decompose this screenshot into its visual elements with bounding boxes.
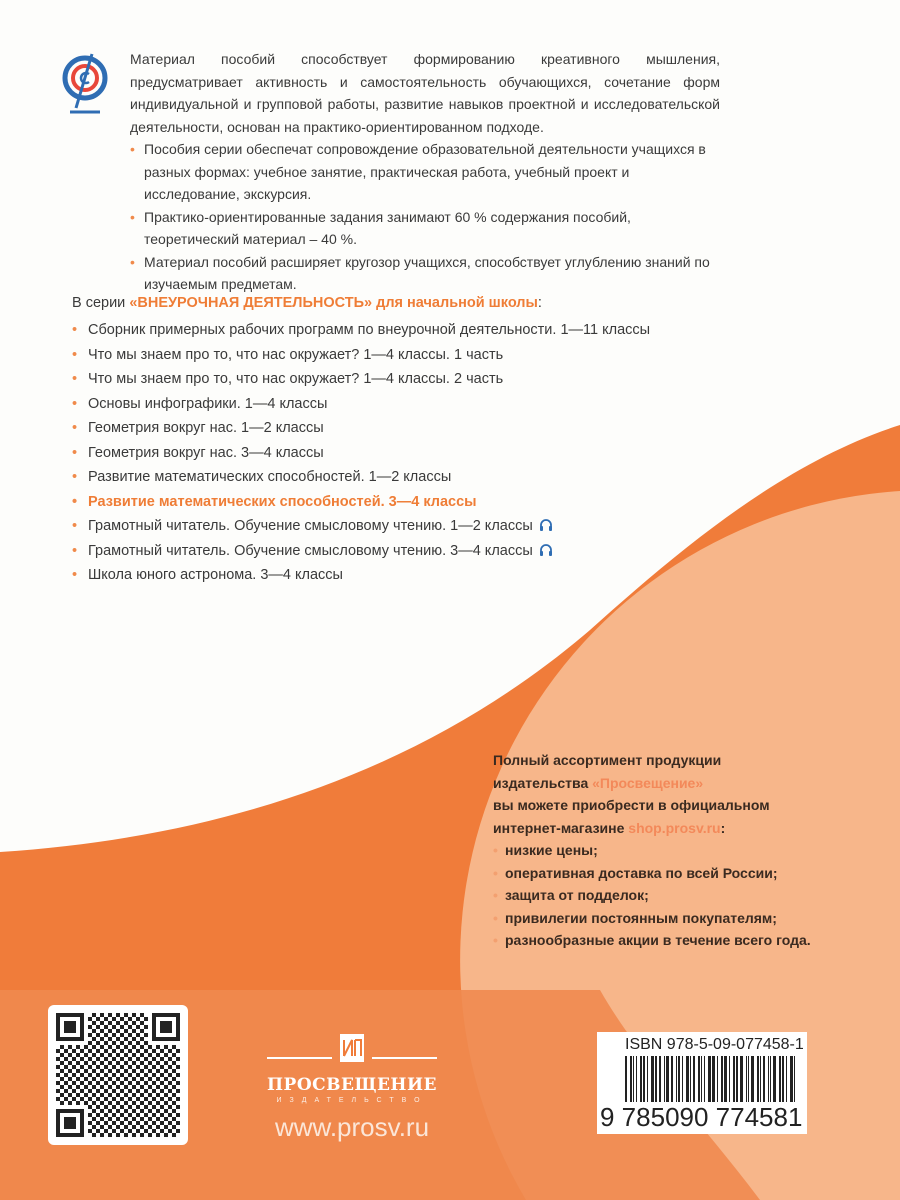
series-item: • Грамотный читатель. Обучение смысловому чтению. 3—4 классы — [72, 539, 732, 564]
benefit-item: • защита от подделок; — [493, 884, 873, 907]
shop-line: интернет-магазине shop.prosv.ru: — [493, 819, 726, 836]
barcode-number: 9 785090 774581 — [600, 1102, 803, 1132]
series-heading — [72, 292, 732, 314]
series-list — [72, 292, 732, 588]
benefit-item: • привилегии постоянным покупателям; — [493, 907, 873, 930]
headphones-icon — [539, 518, 553, 532]
shop-line: издательства «Просвещение» — [493, 774, 704, 791]
shop-url-link[interactable]: shop.prosv.ru — [628, 819, 721, 836]
intro-bullet: • Практико-ориентированные задания занимают 60 % содержания пособий, теоретический материал – 40 %. — [130, 206, 720, 251]
intro-bullet: • Материал пособий расширяет кругозор учащихся, способствует углублению знаний по изучаемым предметам. — [130, 251, 720, 296]
intro-paragraph: Материал пособий способствует формированию креативного мышления, предусматривает активность и самостоятельность обучающихся, сочетание форм индивидуальной и групповой работы, развитие навыков проектной и исследовательской деятельности, основан на практико-ориентированном подходе. — [130, 51, 720, 135]
series-item: • Что мы знаем про то, что нас окружает? 1—4 классы. 2 часть — [72, 367, 732, 392]
headphones-icon — [539, 543, 553, 557]
series-prefix: В серии — [72, 295, 130, 311]
benefit-item: • разнообразные акции в течение всего года. — [493, 929, 873, 952]
series-item: • Развитие математических способностей. 1—2 классы — [72, 465, 732, 490]
shop-info — [493, 749, 873, 952]
publisher-emblem-icon — [262, 1030, 442, 1066]
intro-text — [130, 48, 720, 296]
series-item: • Геометрия вокруг нас. 3—4 классы — [72, 441, 732, 466]
benefit-item: • низкие цены; — [493, 839, 873, 862]
shop-line: Полный ассортимент продукции — [493, 752, 722, 768]
series-item: • Грамотный читатель. Обучение смысловому чтению. 1—2 классы — [72, 514, 732, 539]
publisher-subtitle: ИЗДАТЕЛЬСТВО — [276, 1097, 428, 1104]
publisher-name: «Просвещение» — [592, 774, 704, 791]
qr-code[interactable] — [48, 1005, 188, 1145]
barcode-icon — [625, 1056, 799, 1102]
isbn-label: ISBN 978-5-09-077458-1 — [625, 1036, 804, 1053]
publisher-title: ПРОСВЕЩЕНИЕ — [266, 1075, 438, 1095]
series-logo-icon — [62, 50, 108, 122]
series-suffix: : — [537, 295, 542, 311]
series-item: • Сборник примерных рабочих программ по внеурочной деятельности. 1—11 классы — [72, 318, 732, 343]
publisher-logo — [262, 1030, 442, 1143]
series-item: • Школа юного астронома. 3—4 классы — [72, 563, 732, 588]
series-name: «ВНЕУРОЧНАЯ ДЕЯТЕЛЬНОСТЬ» для начальной школы — [129, 295, 538, 311]
series-item: • Геометрия вокруг нас. 1—2 классы — [72, 416, 732, 441]
series-item: • Основы инфографики. 1—4 классы — [72, 392, 732, 417]
series-item-current: • Развитие математических способностей. 3—4 классы — [72, 490, 732, 515]
intro-bullet: • Пособия серии обеспечат сопровождение образовательной деятельности учащихся в разных формах: учебное занятие, практическая работа, учебный проект и исследование, экскурсия. — [130, 138, 720, 206]
shop-line: вы можете приобрести в официальном — [493, 797, 770, 813]
qr-code-icon — [56, 1013, 180, 1137]
isbn-barcode — [597, 1032, 807, 1134]
series-item: • Что мы знаем про то, что нас окружает? 1—4 классы. 1 часть — [72, 343, 732, 368]
benefit-item: • оперативная доставка по всей России; — [493, 862, 873, 885]
publisher-website-link[interactable]: www.prosv.ru — [274, 1112, 430, 1142]
